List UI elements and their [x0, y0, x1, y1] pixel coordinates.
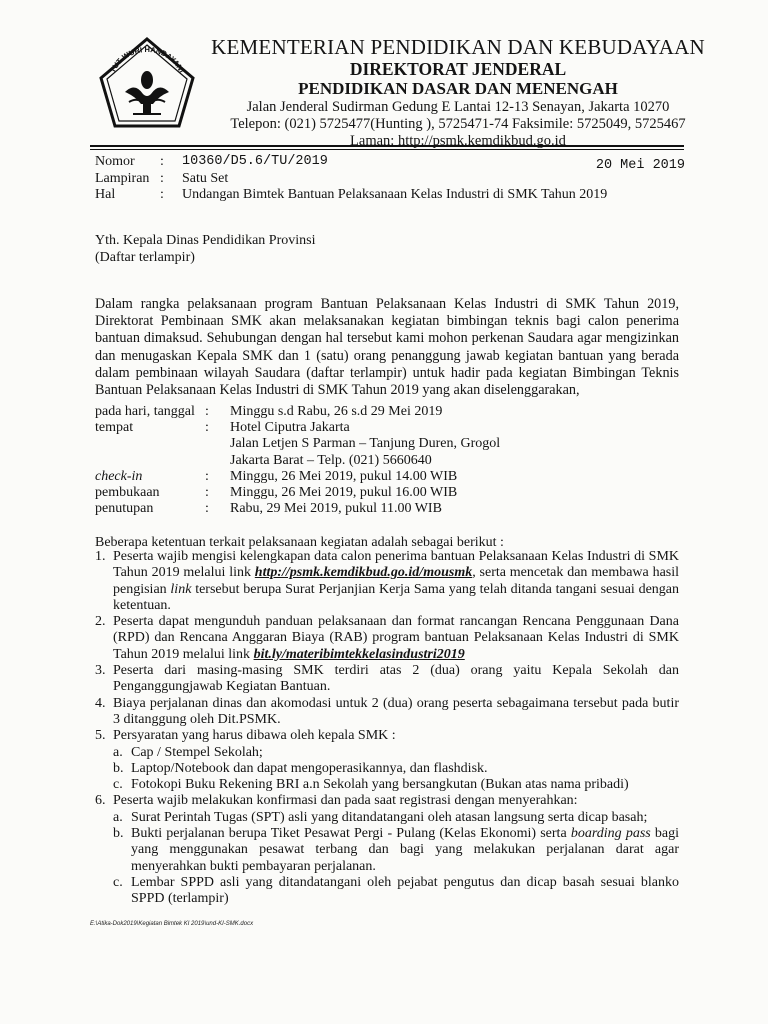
- schedule-opening-value: Minggu, 26 Mei 2019, pukul 16.00 WIB: [230, 485, 458, 501]
- term-5b: [113, 761, 679, 777]
- term-5-heading: Persyaratan yang harus dibawa oleh kepala SMK :: [113, 728, 396, 744]
- term-item-5: [95, 728, 679, 793]
- letterhead: [208, 36, 708, 150]
- term-number: 1.: [95, 549, 106, 564]
- term-number: 3.: [95, 663, 106, 679]
- term-number: 5.: [95, 728, 106, 744]
- term-item-3: [95, 663, 679, 696]
- materi-bimtek-link[interactable]: bit.ly/materibimtekkelasindustri2019: [253, 646, 465, 662]
- schedule-closing-label: penutupan: [95, 501, 154, 517]
- term-text: Peserta dari masing-masing SMK terdiri atas 2 (dua) orang yaitu Kepala Sekolah dan Penganggungjawab Kegiatan Bantuan.: [113, 663, 679, 695]
- recipient: [95, 232, 315, 266]
- nomor-label: Nomor: [95, 154, 135, 169]
- sub-text: Cap / Stempel Sekolah;: [131, 744, 263, 760]
- term-5c: [113, 777, 679, 793]
- sub-number: b.: [113, 826, 124, 842]
- colon: :: [205, 468, 209, 484]
- term-text: [113, 728, 679, 793]
- body-paragraph: Dalam rangka pelaksanaan program Bantuan Pelaksanaan Kelas Industri di SMK Tahun 2019, Direktorat Pembinaan SMK akan melaksanakan kegiatan bimbingan teknis bagi calon penerima bantuan dimaksud. Sehubungan dengan hal tersebut kami mohon perkenan Saudara agar mengizinkan dan menugaskan Kepala SMK dan 1 (satu) orang penanggung jawab kegiatan bantuan yang berada dalam pembinaan wilayah Saudara (daftar terlampir) untuk hadir pada kegiatan Bimbingan Teknis Bantuan Pelaksanaan Kelas Industri di SMK Tahun 2019 yang akan diselenggarakan,: [95, 296, 679, 399]
- ministry-name: KEMENTERIAN PENDIDIKAN DAN KEBUDAYAAN: [211, 35, 705, 59]
- letterhead-rule-thick: [90, 145, 684, 147]
- colon: :: [205, 420, 209, 436]
- place-line-3: Jakarta Barat – Telp. (021) 5660640: [230, 452, 432, 468]
- term-text-emphasis: link: [170, 581, 192, 597]
- sub-text: Fotokopi Buku Rekening BRI a.n Sekolah yang bersangkutan (Bukan atas nama pribadi): [131, 777, 629, 793]
- mousmk-link[interactable]: http://psmk.kemdikbud.go.id/mousmk: [254, 565, 473, 581]
- colon: :: [160, 154, 164, 169]
- term-6c: [113, 875, 679, 908]
- hal-row: [95, 187, 685, 204]
- tut-wuri-handayani-logo: [95, 36, 199, 132]
- lampiran-value: Satu Set: [182, 170, 229, 186]
- sub-text-part: Bukti perjalanan berupa Tiket Pesawat Pergi - Pulang (Kelas Ekonomi) serta: [131, 826, 571, 842]
- lampiran-label: Lampiran: [95, 170, 150, 186]
- colon: :: [205, 501, 209, 517]
- colon: :: [160, 187, 164, 202]
- schedule-closing-value: Rabu, 29 Mei 2019, pukul 11.00 WIB: [230, 501, 442, 517]
- sub-number: c.: [113, 777, 123, 793]
- term-5a: [113, 745, 679, 761]
- sub-number: a.: [113, 809, 123, 825]
- schedule-opening-label: pembukaan: [95, 485, 160, 501]
- term-text: [113, 549, 679, 614]
- svg-text:TUT WURI HANDAYANI: TUT WURI HANDAYANI: [107, 44, 187, 75]
- file-path-footer: E:\Atika-Dok2019\Kegiatan Bimtek KI 2019\und-KI-SMK.docx: [90, 921, 254, 927]
- term-text: [113, 793, 679, 907]
- term-text: Biaya perjalanan dinas dan akomodasi untuk 2 (dua) orang peserta sebagaimana tersebut pada butir 3 ditanggung oleh Dit.PSMK.: [113, 695, 679, 727]
- sub-text: [131, 826, 679, 875]
- schedule-day-value: Minggu s.d Rabu, 26 s.d 29 Mei 2019: [230, 404, 443, 419]
- sub-text: Lembar SPPD asli yang ditandatangani oleh pejabat pengutus dan dicap basah sesuai blanko SPPD (terlampir): [131, 874, 679, 907]
- terms-list: [95, 549, 679, 908]
- division-name: PENDIDIKAN DASAR DAN MENENGAH: [298, 79, 618, 98]
- schedule-checkin-row: [95, 469, 500, 485]
- schedule-opening-row: [95, 485, 500, 501]
- recipient-line-2: (Daftar terlampir): [95, 250, 195, 265]
- sub-text: Laptop/Notebook dan dapat mengoperasikannya, dan flashdisk.: [131, 760, 488, 776]
- place-line-1: Hotel Ciputra Jakarta: [230, 420, 350, 436]
- schedule-day-row: [95, 404, 500, 420]
- terms-intro: Beberapa ketentuan terkait pelaksanaan kegiatan adalah sebagai berikut :: [95, 535, 504, 550]
- place-line-2: Jalan Letjen S Parman – Tanjung Duren, Grogol: [230, 436, 501, 452]
- term-item-4: [95, 696, 679, 729]
- sub-text-emphasis: boarding pass: [570, 826, 651, 842]
- sub-number: c.: [113, 874, 123, 890]
- schedule: [95, 404, 500, 517]
- term-number: 4.: [95, 695, 106, 711]
- sub-number: b.: [113, 760, 124, 776]
- term-item-1: [95, 549, 679, 614]
- web-link[interactable]: http://psmk.kemdikbud.go.id: [397, 133, 566, 149]
- term-text-part: Peserta wajib mengisi kelengkapan data calon penerima bantuan Pelaksanaan Kelas Industri di SMK Tahun 2019 melalui link: [113, 549, 679, 581]
- letter-meta: [95, 154, 685, 204]
- web-label: Laman:: [350, 133, 398, 149]
- term-number: 2.: [95, 614, 106, 630]
- term-number: 6.: [95, 793, 106, 809]
- colon: :: [205, 485, 209, 501]
- phone-line: Telepon: (021) 5725477(Hunting ), 5725471-74 Faksimile: 5725049, 5725467: [230, 116, 686, 132]
- sub-text-part: bagi yang menggunakan pesawat terbang dan bagi yang melakukan perjalanan darat agar menyerahkan bukti pembayaran perjalanan.: [131, 826, 679, 874]
- term-6-heading: Peserta wajib melakukan konfirmasi dan pada saat registrasi dengan menyerahkan:: [113, 793, 578, 809]
- letter-date: 20 Mei 2019: [595, 158, 685, 173]
- directorate-name: DIREKTORAT JENDERAL: [349, 59, 567, 79]
- hal-value: Undangan Bimtek Bantuan Pelaksanaan Kelas Industri di SMK Tahun 2019: [182, 187, 608, 202]
- schedule-checkin-value: Minggu, 26 Mei 2019, pukul 14.00 WIB: [230, 468, 458, 484]
- term-text-part: Peserta dapat mengunduh panduan pelaksanaan dan format rancangan Rencana Penggunaan Dana (RPD) dan Rencana Anggaran Biaya (RAB) program bantuan Pelaksanaan Kelas Industri di SMK Tahun 2019 melalui link: [113, 614, 679, 662]
- schedule-closing-row: [95, 501, 500, 517]
- schedule-day-label: pada hari, tanggal: [95, 404, 195, 419]
- schedule-place-value: [230, 420, 500, 469]
- colon: :: [160, 170, 164, 186]
- sub-number: a.: [113, 744, 123, 760]
- term-item-2: [95, 614, 679, 663]
- letterhead-rule-thin: [90, 149, 684, 150]
- sub-text: Surat Perintah Tugas (SPT) asli yang ditandatangani oleh atasan langsung serta dicap basah;: [131, 809, 648, 825]
- hal-label: Hal: [95, 187, 116, 202]
- term-6b: [113, 826, 679, 875]
- term-6a: [113, 810, 679, 826]
- term-item-6: [95, 793, 679, 907]
- schedule-place-row: [95, 420, 500, 469]
- schedule-place-label: tempat: [95, 420, 134, 436]
- term-text: [113, 614, 679, 663]
- web-line: [208, 133, 708, 150]
- term-text-part: tersebut berupa Surat Perjanjian Kerja Sama yang telah ditanda tangani sesuai dengan ketentuan.: [113, 581, 679, 613]
- nomor-value: 10360/D5.6/TU/2019: [182, 154, 328, 169]
- term-text-part: , serta mencetak dan membawa hasil pengisian: [113, 565, 680, 597]
- schedule-checkin-label: check-in: [95, 468, 143, 484]
- address-line: Jalan Jenderal Sudirman Gedung E Lantai 12-13 Senayan, Jakarta 10270: [246, 99, 670, 115]
- recipient-line-1: Yth. Kepala Dinas Pendidikan Provinsi: [95, 233, 316, 248]
- colon: :: [205, 404, 209, 419]
